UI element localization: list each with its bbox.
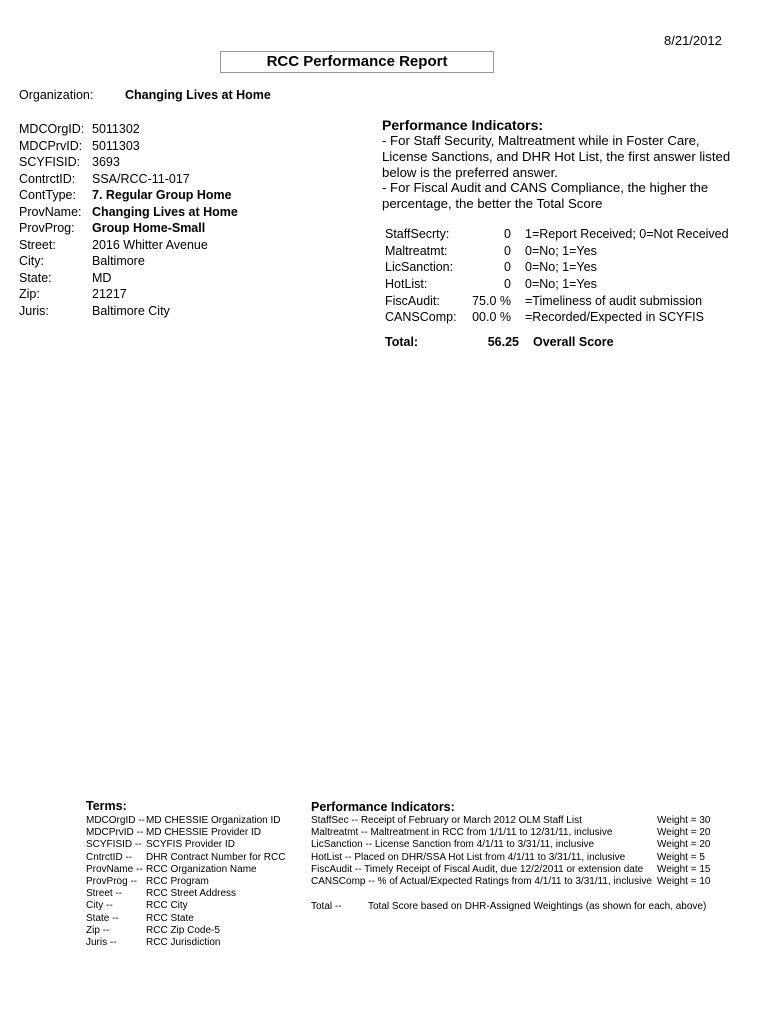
organization-value: Changing Lives at Home	[125, 88, 271, 102]
term-key: MDCPrvID --	[86, 827, 144, 839]
metrics-table	[385, 226, 729, 326]
metric-row	[385, 292, 729, 309]
term-key: MDCOrgID --	[86, 815, 145, 826]
indicator-total-description: Total Score based on DHR-Assigned Weightings (as shown for each, above)	[368, 901, 707, 912]
metric-key: StaffSecrty:	[385, 227, 450, 242]
metric-value: 75.0 %	[472, 293, 511, 308]
performance-text-line: - For Staff Security, Maltreatment while in Foster Care, License Sanctions, and DHR Hot List, the first answer listed below is the preferred answer.	[382, 133, 731, 180]
organization-label: Organization:	[19, 88, 94, 102]
info-key: Juris:	[19, 303, 49, 318]
metric-row	[385, 259, 729, 276]
info-row	[19, 187, 238, 204]
indicator-weight: Weight = 15	[657, 863, 711, 875]
info-key: Zip:	[19, 287, 40, 301]
total-row	[385, 335, 614, 349]
info-value: Group Home-Small	[92, 221, 206, 235]
info-row	[19, 253, 238, 270]
metric-row	[385, 276, 729, 293]
info-value: 2016 Whitter Avenue	[92, 237, 208, 252]
info-key: City:	[19, 254, 44, 268]
term-row	[86, 827, 285, 839]
info-row	[19, 138, 238, 155]
term-key: ProvProg --	[86, 875, 138, 887]
metric-key: FiscAudit:	[385, 293, 440, 308]
indicator-description: StaffSec -- Receipt of February or March 2012 OLM Staff List	[311, 815, 582, 826]
info-row	[19, 270, 238, 287]
term-row	[86, 937, 285, 949]
info-row	[19, 303, 238, 320]
info-key: MDCPrvID:	[19, 138, 83, 153]
info-key: SCYFISID:	[19, 155, 81, 169]
term-row	[86, 900, 285, 912]
term-key: Street --	[86, 888, 123, 900]
term-row	[86, 864, 285, 876]
info-key: ProvName:	[19, 204, 82, 219]
info-value: 5011302	[92, 122, 140, 136]
info-value: 7. Regular Group Home	[92, 188, 232, 202]
term-value: RCC Zip Code-5	[146, 924, 220, 936]
info-value: Baltimore	[92, 254, 145, 268]
term-row	[86, 888, 285, 900]
indicator-weight: Weight = 10	[657, 875, 711, 887]
term-value: MD CHESSIE Provider ID	[146, 827, 262, 839]
term-row	[86, 815, 285, 827]
term-row	[86, 925, 285, 937]
term-key: Zip --	[86, 924, 110, 936]
indicator-description: Maltreatmt -- Maltreatment in RCC from 1/1/11 to 12/31/11, inclusive	[311, 827, 613, 839]
metric-key: LicSanction:	[385, 260, 454, 275]
indicator-total-row	[311, 901, 706, 912]
report-title: RCC Performance Report	[220, 51, 494, 73]
info-value: 21217	[92, 287, 127, 301]
info-value: Baltimore City	[92, 303, 170, 318]
provider-info-list	[19, 121, 238, 319]
total-label: Total:	[385, 335, 419, 349]
info-row	[19, 171, 238, 188]
metric-value: 0	[504, 260, 511, 275]
info-key: ContType:	[19, 188, 76, 202]
performance-indicators-text	[382, 133, 742, 212]
indicator-weight: Weight = 5	[657, 851, 705, 863]
term-row	[86, 876, 285, 888]
indicator-weight: Weight = 30	[657, 815, 711, 826]
indicator-weight: Weight = 20	[657, 827, 711, 839]
metric-row	[385, 226, 729, 243]
indicator-row	[311, 827, 710, 839]
term-value: RCC City	[146, 900, 188, 912]
info-row	[19, 220, 238, 237]
term-value: RCC State	[146, 912, 194, 924]
info-value: MD	[92, 270, 112, 285]
metric-description: 0=No; 1=Yes	[525, 243, 597, 258]
term-value: RCC Jurisdiction	[146, 936, 221, 948]
term-value: RCC Organization Name	[146, 863, 257, 875]
indicator-total-label: Total --	[311, 901, 342, 912]
info-value: 5011303	[92, 138, 140, 153]
info-key: MDCOrgID:	[19, 122, 85, 136]
info-key: ContrctID:	[19, 171, 76, 186]
info-value: SSA/RCC-11-017	[92, 171, 190, 186]
term-key: Juris --	[86, 936, 117, 948]
indicator-definitions-heading: Performance Indicators:	[311, 800, 455, 814]
term-value: RCC Street Address	[146, 888, 237, 900]
metric-row	[385, 309, 729, 326]
indicator-row	[311, 815, 710, 827]
metric-description: 1=Report Received; 0=Not Received	[525, 227, 729, 242]
info-key: ProvProg:	[19, 221, 75, 235]
term-key: City --	[86, 900, 113, 912]
term-row	[86, 852, 285, 864]
term-value: SCYFIS Provider ID	[146, 839, 235, 851]
term-row	[86, 839, 285, 851]
total-value: 56.25	[487, 335, 519, 349]
terms-heading: Terms:	[86, 799, 127, 813]
metric-key: HotList:	[385, 277, 428, 292]
info-value: 3693	[92, 155, 120, 169]
metric-description: 0=No; 1=Yes	[525, 260, 597, 275]
metric-value: 0	[504, 243, 511, 258]
indicator-row	[311, 852, 710, 864]
term-value: DHR Contract Number for RCC	[146, 851, 286, 863]
metric-key: CANSComp:	[385, 310, 457, 325]
info-key: State:	[19, 270, 52, 285]
metric-value: 0	[504, 277, 511, 292]
metric-description: =Timeliness of audit submission	[525, 293, 703, 308]
info-row	[19, 154, 238, 171]
indicator-row	[311, 876, 710, 888]
indicator-description: HotList -- Placed on DHR/SSA Hot List from 4/1/11 to 3/31/11, inclusive	[311, 851, 626, 863]
indicator-row	[311, 864, 710, 876]
metric-value: 00.0 %	[472, 310, 511, 325]
metric-description: =Recorded/Expected in SCYFIS	[525, 310, 704, 325]
terms-list	[86, 815, 285, 949]
term-key: SCYFISID --	[86, 839, 142, 851]
performance-indicators-heading: Performance Indicators:	[382, 117, 544, 133]
info-row	[19, 121, 238, 138]
info-row	[19, 237, 238, 254]
indicator-description: CANSComp -- % of Actual/Expected Ratings from 4/1/11 to 3/31/11, inclusive	[311, 875, 652, 887]
term-value: MD CHESSIE Organization ID	[146, 815, 281, 826]
term-key: State --	[86, 912, 119, 924]
report-date: 8/21/2012	[664, 33, 722, 48]
info-row	[19, 204, 238, 221]
term-key: CntrctID --	[86, 851, 133, 863]
metric-value: 0	[504, 227, 511, 242]
term-row	[86, 913, 285, 925]
metric-key: Maltreatmt:	[385, 243, 448, 258]
metric-row	[385, 243, 729, 260]
term-key: ProvName --	[86, 863, 143, 875]
metric-description: 0=No; 1=Yes	[525, 277, 597, 292]
indicator-description: LicSanction -- License Sanction from 4/1/11 to 3/31/11, inclusive	[311, 839, 595, 851]
indicator-definitions-list	[311, 815, 710, 888]
indicator-weight: Weight = 20	[657, 839, 711, 851]
term-value: RCC Program	[146, 875, 209, 887]
info-row	[19, 286, 238, 303]
info-value: Changing Lives at Home	[92, 204, 238, 219]
performance-text-line: - For Fiscal Audit and CANS Compliance, the higher the percentage, the better the Total Score	[382, 180, 709, 212]
indicator-row	[311, 839, 710, 851]
info-key: Street:	[19, 237, 56, 252]
total-description: Overall Score	[533, 335, 614, 349]
indicator-description: FiscAudit -- Timely Receipt of Fiscal Audit, due 12/2/2011 or extension date	[311, 863, 644, 875]
